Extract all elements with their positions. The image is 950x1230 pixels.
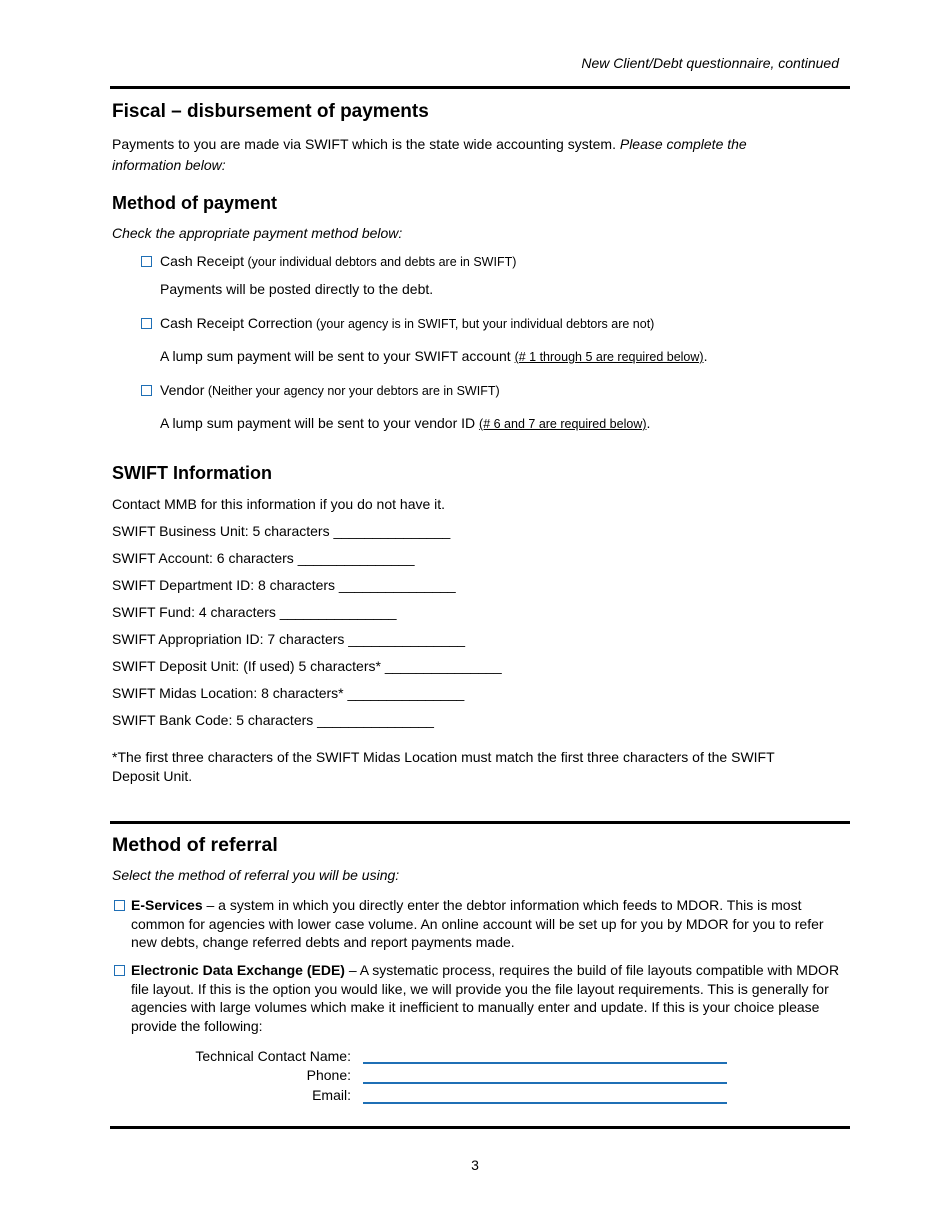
cash-receipt-option bbox=[160, 253, 516, 269]
phone-label: Phone: bbox=[306, 1067, 351, 1083]
swift-footnote-line1: *The first three characters of the SWIFT Midas Location must match the first three characters of the SWIFT bbox=[112, 749, 775, 765]
cash-receipt-correction-desc-end: . bbox=[703, 348, 708, 364]
cash-receipt-correction-label: Cash Receipt Correction bbox=[160, 315, 313, 331]
email-label: Email: bbox=[312, 1087, 351, 1103]
header-continued: New Client/Debt questionnaire, continued bbox=[581, 55, 839, 71]
cash-receipt-correction-checkbox[interactable] bbox=[141, 318, 152, 329]
swift-field-appropriation-id[interactable]: SWIFT Appropriation ID: 7 characters _______________ bbox=[112, 631, 466, 647]
vendor-desc bbox=[160, 415, 650, 431]
cash-receipt-label: Cash Receipt bbox=[160, 253, 245, 269]
fiscal-intro-plain: Payments to you are made via SWIFT which is the state wide accounting system. bbox=[112, 136, 620, 152]
eservices-checkbox[interactable] bbox=[114, 900, 125, 911]
fiscal-intro-line2: information below: bbox=[112, 157, 226, 173]
email-input[interactable] bbox=[363, 1102, 727, 1104]
cash-receipt-correction-required: (# 1 through 5 are required below) bbox=[514, 350, 704, 364]
referral-instruction: Select the method of referral you will be using: bbox=[112, 867, 400, 883]
referral-rule bbox=[110, 821, 850, 824]
cash-receipt-correction-desc bbox=[160, 348, 707, 364]
page-number: 3 bbox=[471, 1157, 479, 1173]
swift-contact: Contact MMB for this information if you do not have it. bbox=[112, 496, 446, 512]
method-payment-title: Method of payment bbox=[112, 193, 277, 213]
vendor-desc-end: . bbox=[646, 415, 651, 431]
fiscal-intro-italic: Please complete the bbox=[619, 136, 747, 152]
eservices-option bbox=[131, 896, 845, 952]
swift-field-department-id[interactable]: SWIFT Department ID: 8 characters _______________ bbox=[112, 577, 456, 593]
technical-contact-input[interactable] bbox=[363, 1062, 727, 1064]
referral-title: Method of referral bbox=[112, 834, 278, 856]
vendor-note: (Neither your agency nor your debtors are in SWIFT) bbox=[204, 384, 500, 398]
swift-field-midas-location[interactable]: SWIFT Midas Location: 8 characters* _______________ bbox=[112, 685, 465, 701]
cash-receipt-checkbox[interactable] bbox=[141, 256, 152, 267]
swift-field-account[interactable]: SWIFT Account: 6 characters _______________ bbox=[112, 550, 415, 566]
cash-receipt-correction-note: (your agency is in SWIFT, but your individual debtors are not) bbox=[312, 317, 655, 331]
method-payment-instruction: Check the appropriate payment method below: bbox=[112, 225, 403, 241]
swift-field-bank-code[interactable]: SWIFT Bank Code: 5 characters _______________ bbox=[112, 712, 434, 728]
swift-field-business-unit[interactable]: SWIFT Business Unit: 5 characters _______________ bbox=[112, 523, 451, 539]
fiscal-title: Fiscal – disbursement of payments bbox=[112, 101, 429, 122]
vendor-required: (# 6 and 7 are required below) bbox=[479, 417, 647, 431]
eservices-label: E-Services bbox=[131, 897, 203, 913]
vendor-checkbox[interactable] bbox=[141, 385, 152, 396]
cash-receipt-correction-desc-text: A lump sum payment will be sent to your SWIFT account bbox=[160, 348, 515, 364]
cash-receipt-note: (your individual debtors and debts are in SWIFT) bbox=[244, 255, 517, 269]
phone-input[interactable] bbox=[363, 1082, 727, 1084]
swift-title: SWIFT Information bbox=[112, 463, 272, 483]
ede-option bbox=[131, 961, 845, 1035]
ede-text: – A systematic process, requires the build of file layouts compatible with MDOR file layout. If this is the option you would like, we will provide you the file layout requirements. This is generally for agencies with large volumes which make it inefficient to manually enter and update. If this is your choice please provide the following: bbox=[131, 962, 840, 1034]
technical-contact-label: Technical Contact Name: bbox=[195, 1048, 351, 1064]
vendor-option bbox=[160, 382, 500, 398]
ede-checkbox[interactable] bbox=[114, 965, 125, 976]
vendor-desc-text: A lump sum payment will be sent to your vendor ID bbox=[160, 415, 480, 431]
top-rule bbox=[110, 86, 850, 89]
swift-field-fund[interactable]: SWIFT Fund: 4 characters _______________ bbox=[112, 604, 397, 620]
eservices-text: – a system in which you directly enter the debtor information which feeds to MDOR. This is most common for agencies with lower case volume. An online account will be set up for you by MDOR for you to refer new debts, change referred debts and report payments made. bbox=[131, 897, 824, 950]
ede-label: Electronic Data Exchange (EDE) bbox=[131, 962, 345, 978]
fiscal-intro-line1 bbox=[112, 136, 747, 152]
cash-receipt-desc bbox=[160, 281, 433, 297]
bottom-rule bbox=[110, 1126, 850, 1129]
cash-receipt-desc-text: Payments will be posted directly to the debt. bbox=[160, 281, 434, 297]
cash-receipt-correction-option bbox=[160, 315, 654, 331]
swift-field-deposit-unit[interactable]: SWIFT Deposit Unit: (If used) 5 characters* _______________ bbox=[112, 658, 502, 674]
swift-footnote-line2: Deposit Unit. bbox=[112, 768, 193, 784]
vendor-label: Vendor bbox=[160, 382, 205, 398]
